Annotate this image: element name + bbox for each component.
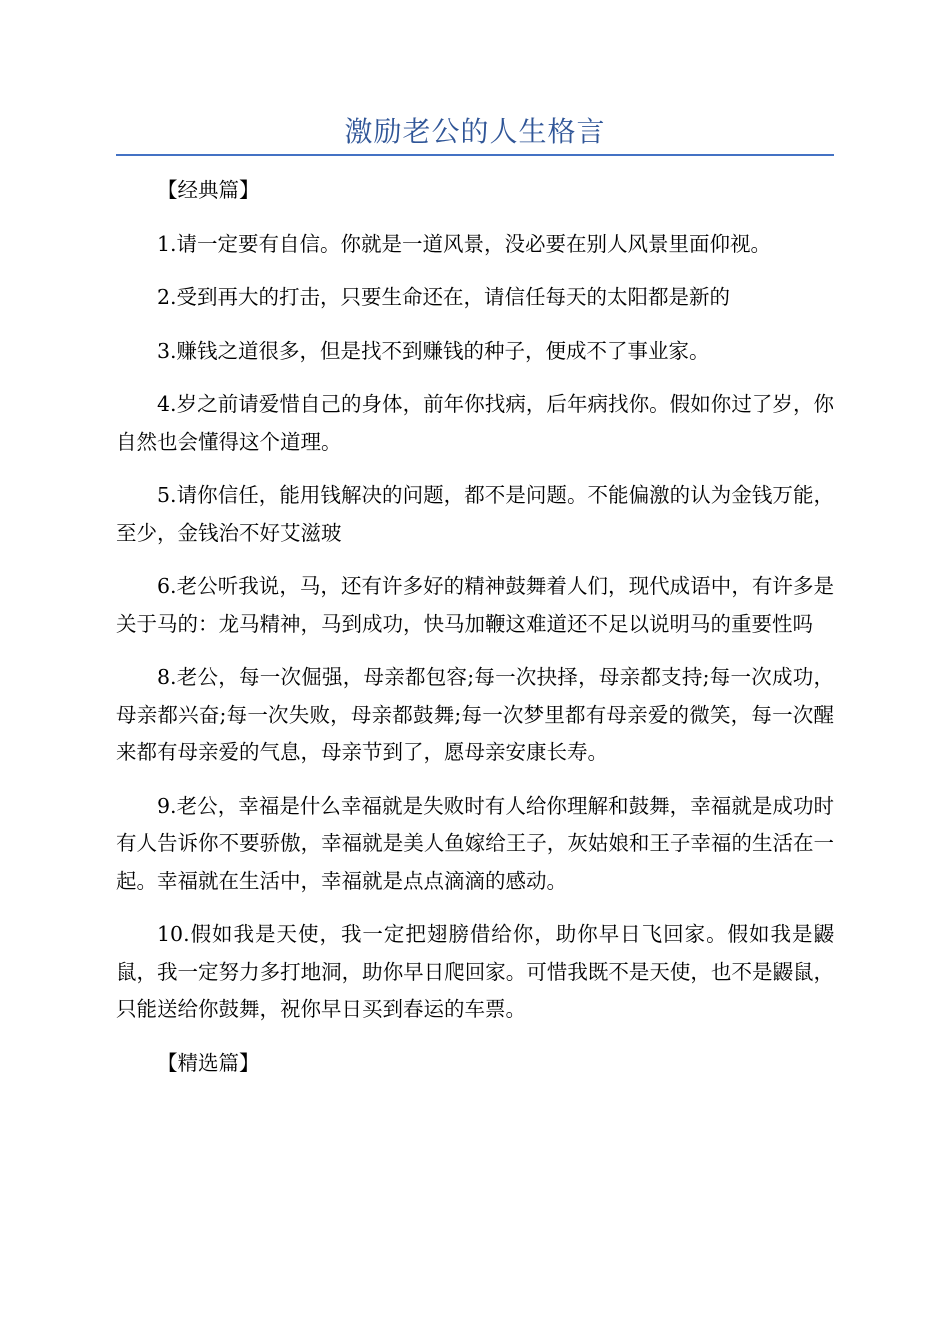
quote-paragraph-8: 8.老公，每一次倔强，母亲都包容;每一次抉择，母亲都支持;每一次成功，母亲都兴奋;每一次失败，母亲都鼓舞;每一次梦里都有母亲爱的微笑，每一次醒来都有母亲爱的气息，母亲节到了，愿母亲安康长寿。 bbox=[116, 665, 834, 764]
section-heading-selected: 【精选篇】 bbox=[157, 1050, 260, 1075]
quote-paragraph-10: 10.假如我是天使，我一定把翅膀借给你，助你早日飞回家。假如我是鼹鼠，我一定努力多打地洞，助你早日爬回家。可惜我既不是天使，也不是鼹鼠，只能送给你鼓舞，祝你早日买到春运的车票。 bbox=[116, 922, 834, 1021]
quote-paragraph-2: 2.受到再大的打击，只要生命还在，请信任每天的太阳都是新的 bbox=[157, 285, 731, 309]
quote-paragraph-1: 1.请一定要有自信。你就是一道风景，没必要在别人风景里面仰视。 bbox=[157, 231, 772, 256]
quote-paragraph-5: 5.请你信任，能用钱解决的问题，都不是问题。不能偏激的认为金钱万能，至少，金钱治不好艾滋玻 bbox=[116, 483, 834, 545]
quote-paragraph-9: 9.老公，幸福是什么幸福就是失败时有人给你理解和鼓舞，幸福就是成功时有人告诉你不要骄傲，幸福就是美人鱼嫁给王子，灰姑娘和王子幸福的生活在一起。幸福就在生活中，幸福就是点点滴滴的感动。 bbox=[116, 793, 834, 893]
quote-paragraph-4: 4.岁之前请爱惜自己的身体，前年你找病，后年病找你。假如你过了岁，你自然也会懂得这个道理。 bbox=[116, 392, 834, 454]
title-underline bbox=[116, 154, 834, 156]
quote-paragraph-3: 3.赚钱之道很多，但是找不到赚钱的种子，便成不了事业家。 bbox=[157, 338, 710, 363]
document-title: 激励老公的人生格言 bbox=[344, 115, 606, 148]
section-heading-classic: 【经典篇】 bbox=[157, 178, 260, 202]
document-body bbox=[116, 172, 834, 1098]
quote-paragraph-6: 6.老公听我说，马，还有许多好的精神鼓舞着人们，现代成语中，有许多是关于马的：龙马精神，马到成功，快马加鞭这难道还不足以说明马的重要性吗 bbox=[116, 574, 834, 636]
